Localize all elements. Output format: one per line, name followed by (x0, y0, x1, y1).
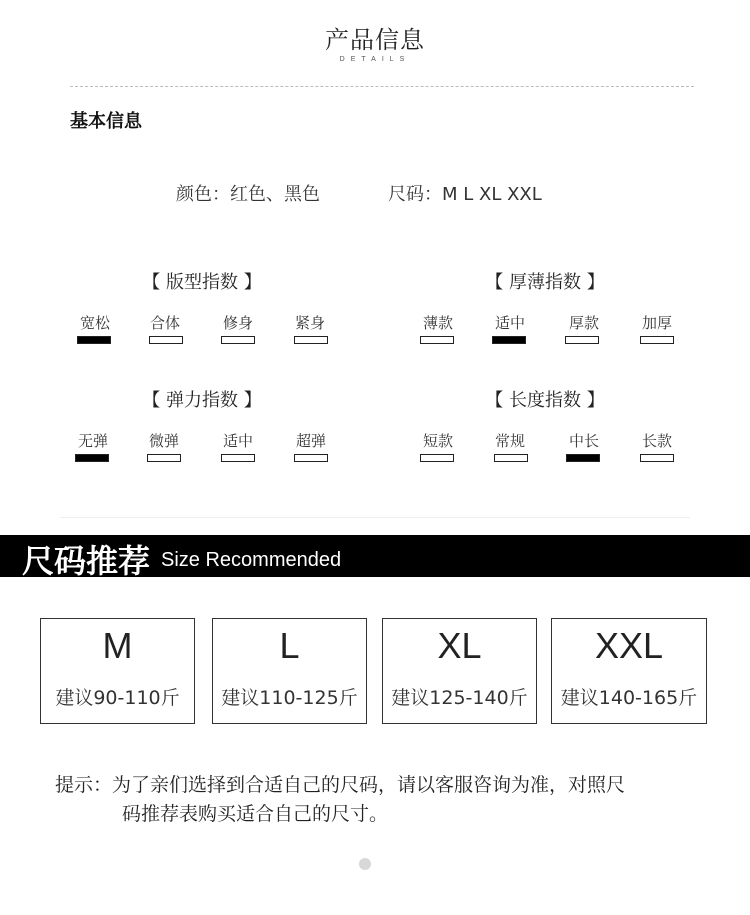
size-letter: M (102, 625, 133, 666)
fit-option: 合体 (149, 314, 180, 332)
fit-option: 宽松 (79, 314, 110, 332)
size-info: 尺码：M L XL XXL (388, 184, 542, 205)
length-option: 长款 (641, 432, 672, 450)
elasticity-option: 无弹 (77, 432, 108, 450)
section-divider (60, 517, 690, 518)
size-letter: XL (437, 625, 482, 666)
length-indicator (566, 454, 600, 462)
banner-title-en: Size Recommended (161, 549, 342, 571)
fit-indicator (221, 336, 255, 344)
size-weight: 建议140-165斤 (560, 687, 698, 709)
fit-option: 紧身 (294, 314, 325, 332)
elasticity-indicator (221, 454, 255, 462)
size-letter: L (279, 625, 300, 666)
thickness-option: 适中 (494, 314, 525, 332)
fit-indicator (149, 336, 183, 344)
thickness-option: 加厚 (641, 314, 672, 332)
thickness-option: 厚款 (568, 314, 599, 332)
size-card-xl (382, 618, 537, 724)
length-indicator (494, 454, 528, 462)
size-weight: 建议90-110斤 (55, 687, 180, 709)
size-weight: 建议125-140斤 (391, 687, 528, 709)
size-weight: 建议110-125斤 (221, 687, 358, 709)
thickness-option: 薄款 (422, 314, 453, 332)
elasticity-option: 微弹 (148, 432, 179, 450)
tip-line-1: 提示：为了亲们选择到合适自己的尺码，请以客服咨询为准，对照尺 (55, 774, 626, 796)
page-subtitle: DETAILS (339, 56, 411, 63)
length-option: 短款 (422, 432, 453, 450)
elasticity-index-title: 【 弹力指数 】 (142, 390, 262, 411)
section-heading-basic-info: 基本信息 (70, 111, 142, 132)
fit-indicator (77, 336, 111, 344)
elasticity-indicator (75, 454, 109, 462)
elasticity-option: 适中 (222, 432, 253, 450)
size-card-m (40, 618, 195, 724)
page-title: 产品信息 (325, 26, 425, 54)
fit-option: 修身 (222, 314, 253, 332)
thickness-indicator (420, 336, 454, 344)
elasticity-option: 超弹 (295, 432, 326, 450)
divider (70, 86, 694, 87)
thickness-indicator (492, 336, 526, 344)
thickness-indicator (640, 336, 674, 344)
length-option: 中长 (568, 432, 599, 450)
elasticity-indicator (147, 454, 181, 462)
tip-line-2: 码推荐表购买适合自己的尺寸。 (122, 803, 389, 825)
watermark-icon (359, 858, 371, 870)
thickness-index-title: 【 厚薄指数 】 (485, 272, 605, 293)
banner-title-cn: 尺码推荐 (22, 542, 151, 580)
thickness-indicator (565, 336, 599, 344)
length-option: 常规 (494, 432, 525, 450)
fit-index-title: 【 版型指数 】 (142, 272, 262, 293)
size-card-l (212, 618, 367, 724)
length-index-title: 【 长度指数 】 (485, 390, 605, 411)
length-indicator (420, 454, 454, 462)
length-indicator (640, 454, 674, 462)
elasticity-indicator (294, 454, 328, 462)
size-tip (55, 771, 705, 829)
color-info: 颜色：红色、黑色 (176, 184, 320, 205)
size-letter: XXL (594, 625, 664, 666)
size-card-xxl (551, 618, 707, 724)
fit-indicator (294, 336, 328, 344)
